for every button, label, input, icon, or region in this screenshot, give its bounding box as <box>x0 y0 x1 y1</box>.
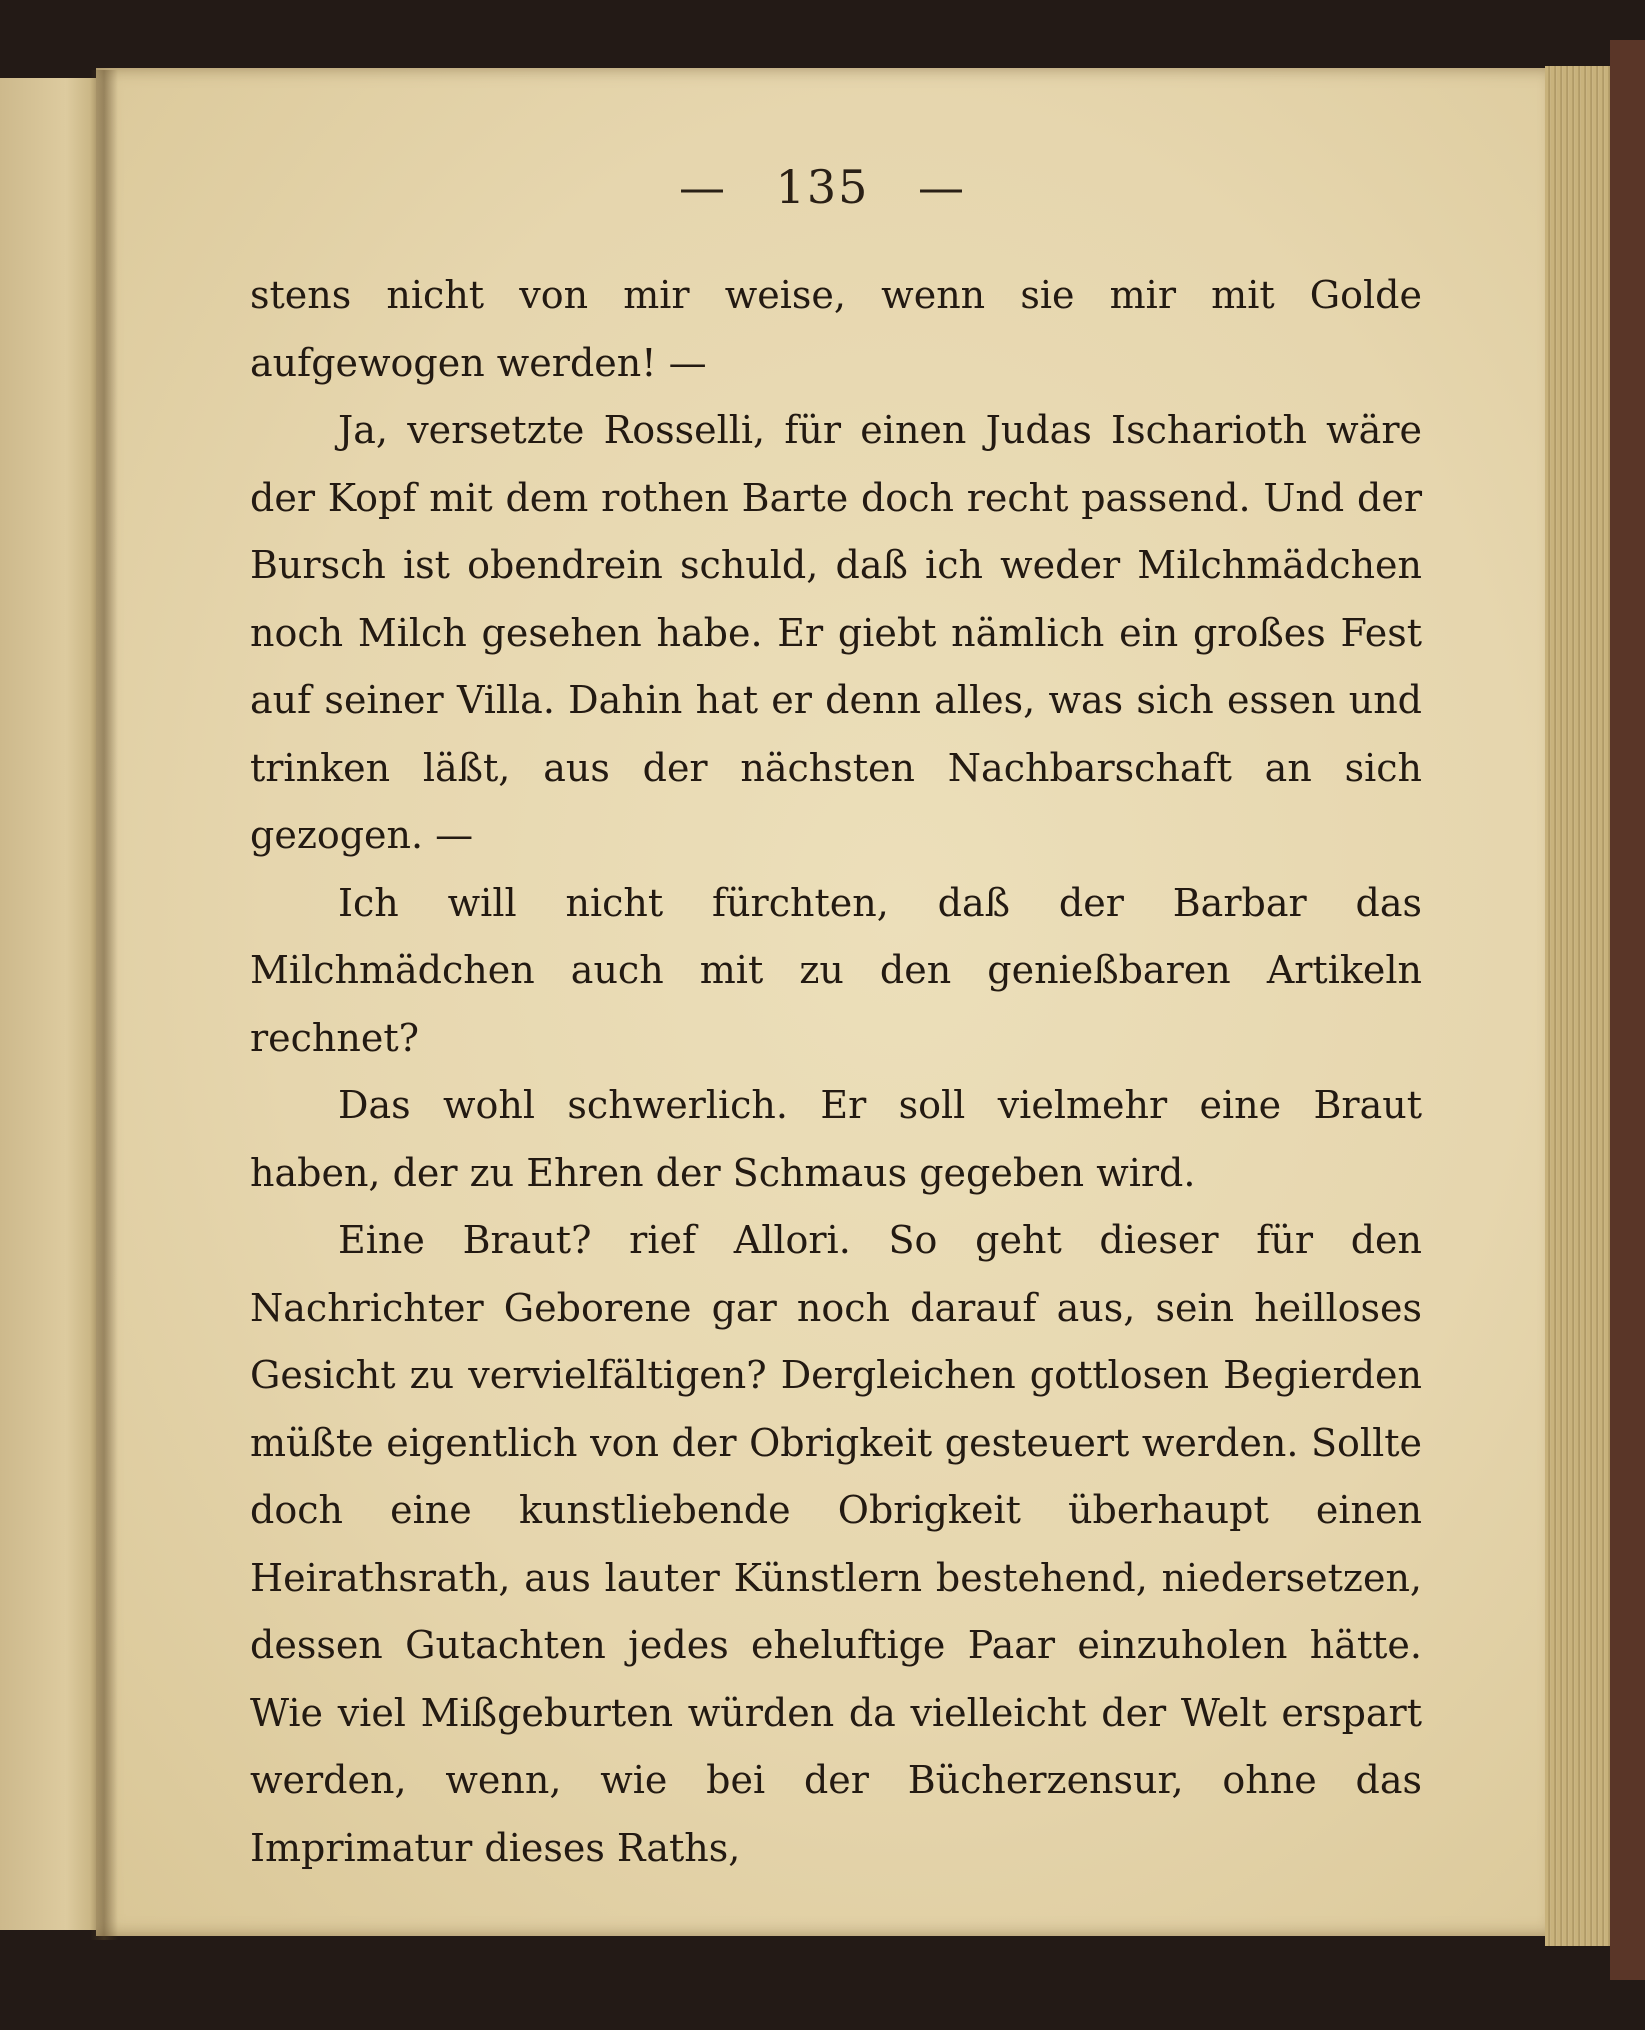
page-header <box>0 160 1645 214</box>
header-dash-left: — <box>678 160 727 214</box>
page-number: 135 <box>775 160 870 214</box>
book-gutter <box>90 70 118 1940</box>
paragraph-continuation: stens nicht von mir weise, wenn sie mir mit Golde aufgewogen werden! — <box>250 273 1422 385</box>
body-text <box>250 262 1422 1882</box>
paragraph-allori: Eine Braut? rief Allori. So geht dieser für den Nachrichter Geborene gar noch darauf aus, sein heilloses Gesicht zu vervielfältigen? Dergleichen gottlosen Begierden müßte eigentlich von der Obrigkeit gesteuert werden. Sollte doch eine kunstliebende Obrigkeit überhaupt einen Heirathsrath, aus lauter Künstlern bestehend, niedersetzen, dessen Gutachten jedes eheluftige Paar einzuholen hätte. Wie viel Mißgeburten würden da vielleicht der Welt erspart werden, wenn, wie bei der Bücherzensur, ohne das Imprimatur dieses Raths, <box>250 1218 1422 1870</box>
book-cover-edge <box>1610 40 1645 1980</box>
paragraph-barbar: Ich will nicht fürchten, daß der Barbar das Milchmädchen auch mit zu den genießbaren Artikeln rechnet? <box>250 880 1422 1060</box>
paragraph-braut: Das wohl schwerlich. Er soll vielmehr eine Braut haben, der zu Ehren der Schmaus gegeben wird. <box>250 1083 1422 1195</box>
paragraph-rosselli: Ja, versetzte Rosselli, für einen Judas Ischarioth wäre der Kopf mit dem rothen Barte doch recht passend. Und der Bursch ist obendrein schuld, daß ich weder Milchmädchen noch Milch gesehen habe. Er giebt nämlich ein großes Fest auf seiner Villa. Dahin hat er denn alles, was sich essen und trinken läßt, aus der nächsten Nachbarschaft an sich gezogen. — <box>250 408 1422 857</box>
header-dash-right: — <box>918 160 967 214</box>
